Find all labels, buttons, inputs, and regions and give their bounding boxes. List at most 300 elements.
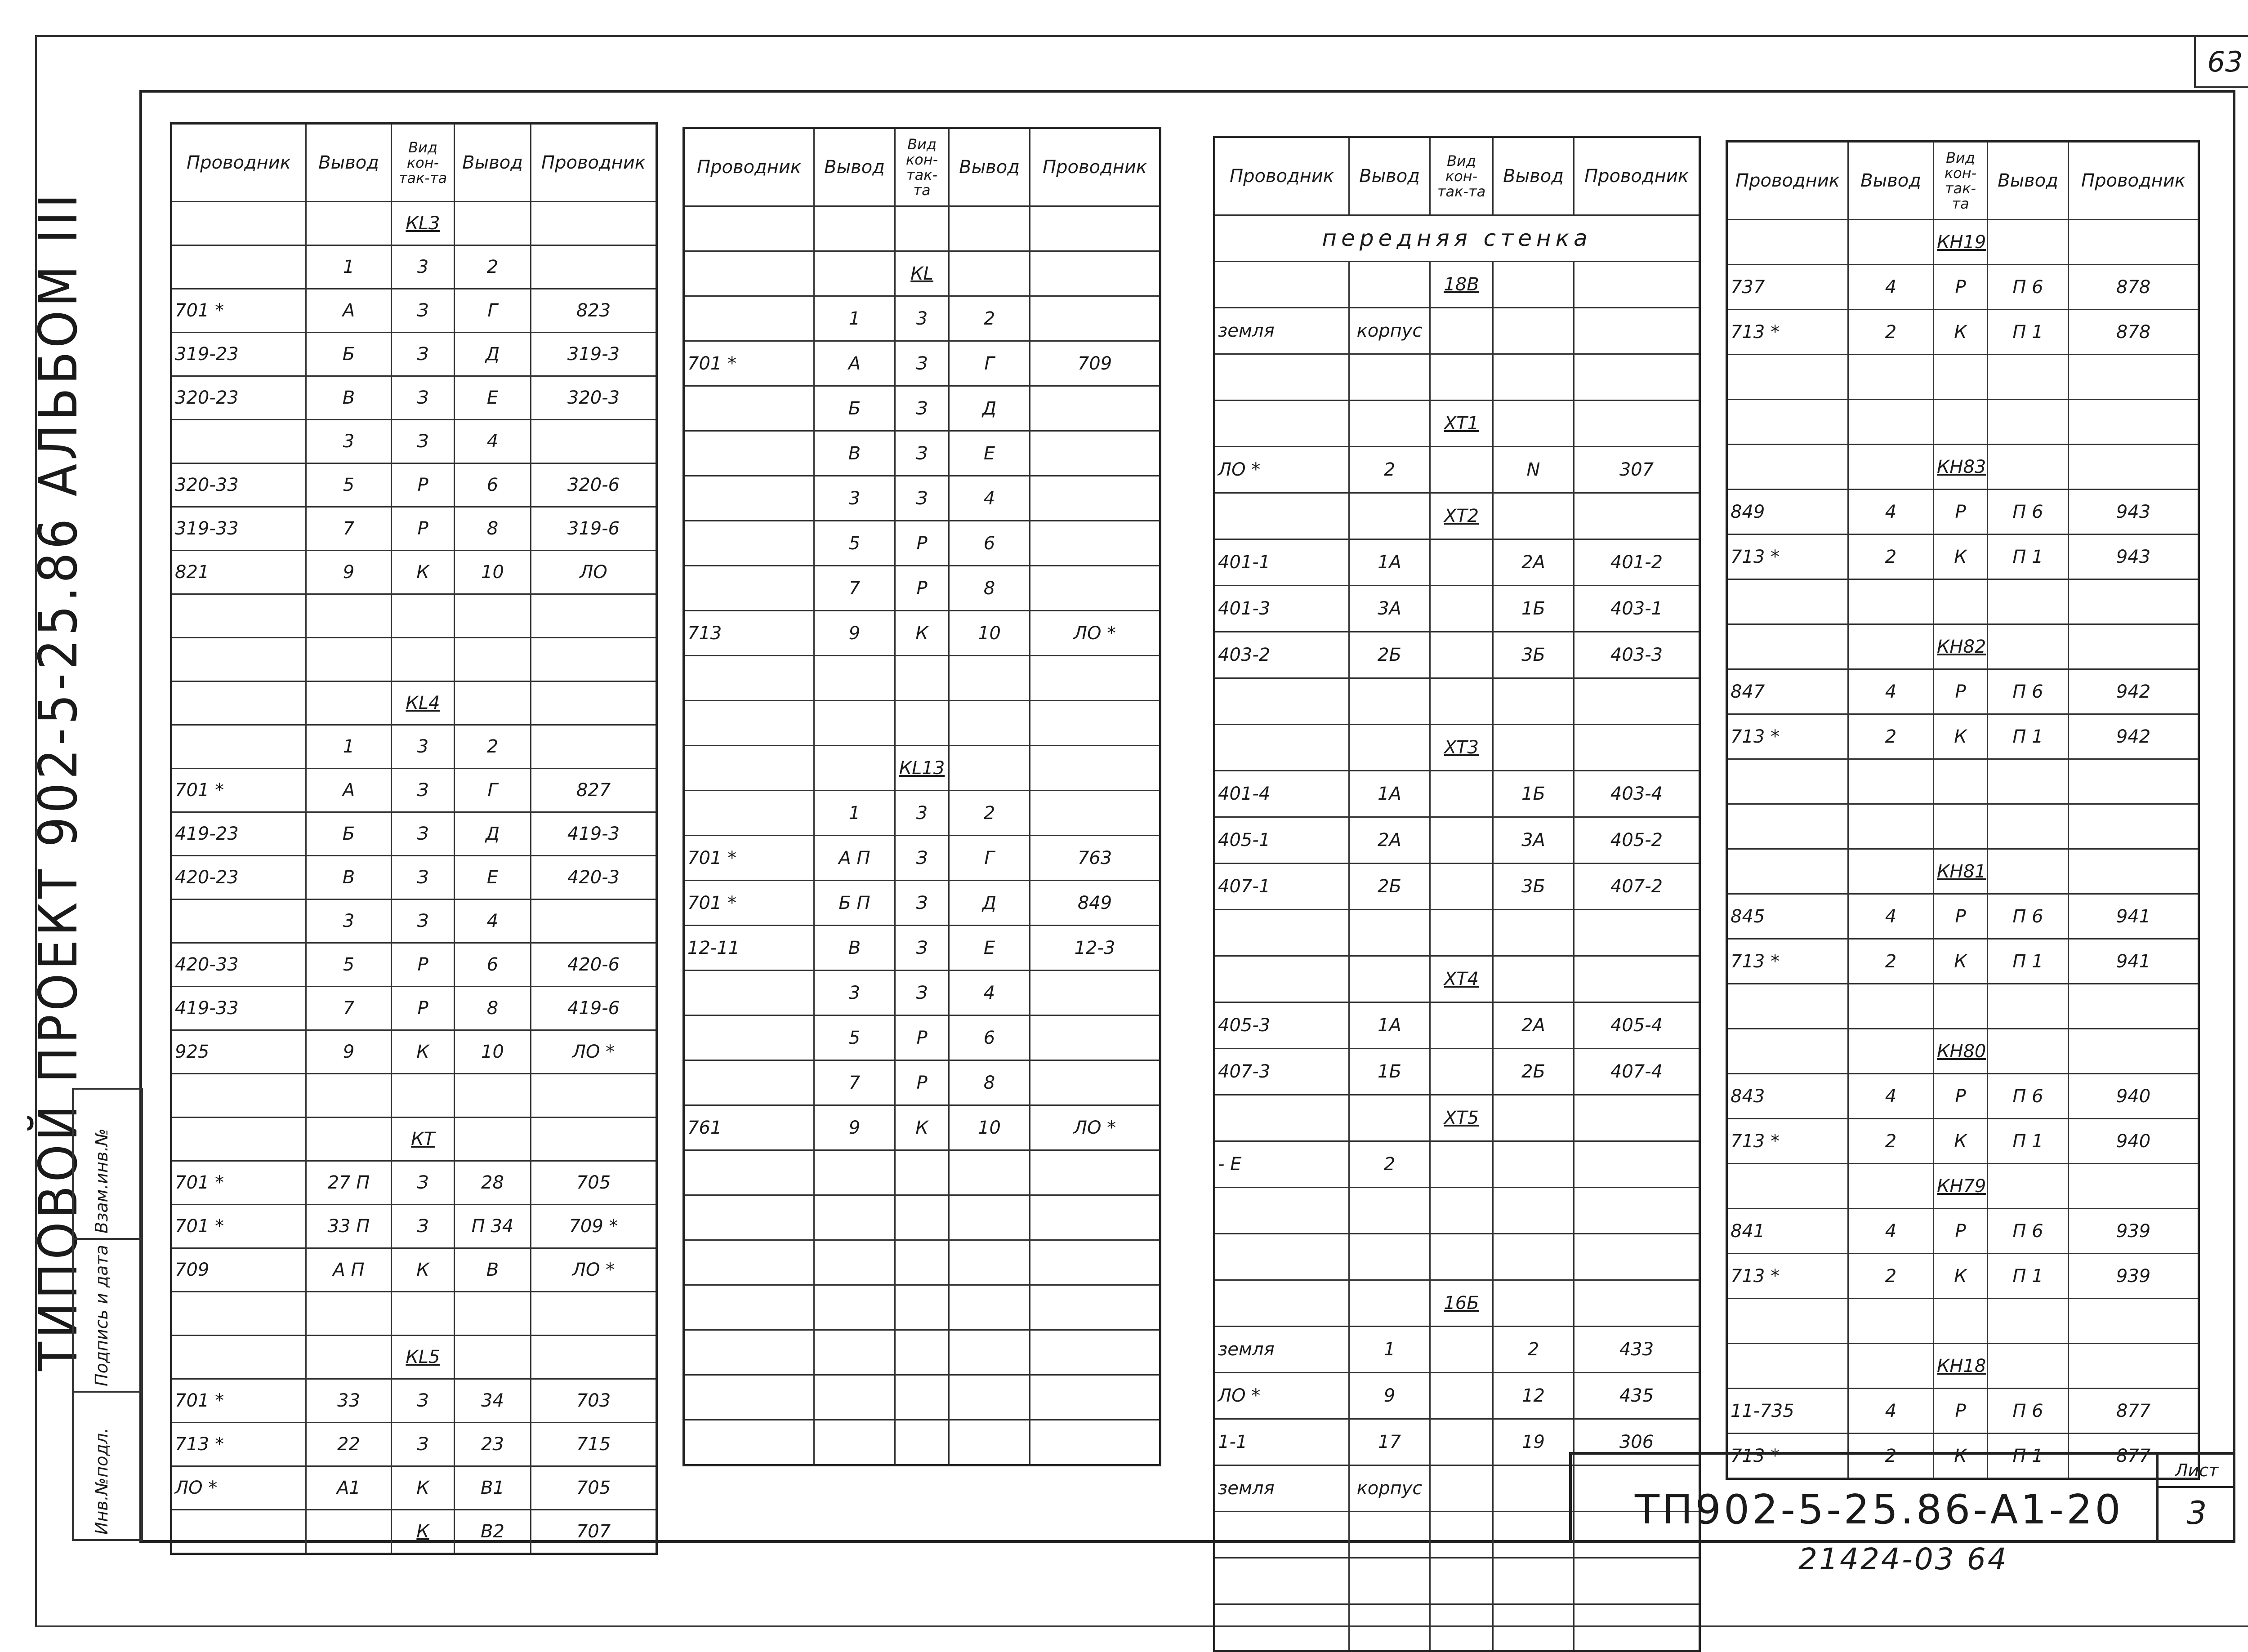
table-row [171,1074,657,1118]
table-cell: З [895,881,949,926]
table-cell: 403-3 [1574,632,1700,678]
table-cell: корпус [1349,1465,1430,1512]
table-cell: П 34 [455,1205,531,1248]
table-cell [1030,701,1160,746]
table-cell [171,1118,306,1161]
table-cell [1349,401,1430,447]
table-cell: 925 [171,1030,306,1074]
table-cell: Р [1934,894,1988,939]
table-cell: К [1934,714,1988,759]
table-cell: Р [1934,265,1988,310]
table-cell [1430,910,1493,956]
table-cell [1574,401,1700,447]
table-cell: 1Б [1493,586,1574,632]
table-cell: З [392,769,455,812]
table-cell: 28 [455,1161,531,1205]
table-cell [1430,632,1493,678]
table-cell [1493,401,1574,447]
table-row [684,881,1160,926]
table-cell: 10 [455,551,531,594]
table-cell [1030,971,1160,1015]
table-cell [2069,849,2199,894]
table-cell: 9 [814,1105,895,1150]
table-cell: 849 [1030,881,1160,926]
table-cell [949,1195,1030,1240]
table-row [1214,910,1700,956]
table-cell [1430,1512,1493,1558]
table-row [1214,678,1700,725]
table-cell [684,1150,814,1195]
table-row [1214,725,1700,771]
table-cell: 841 [1727,1209,1848,1254]
table-cell [1848,1299,1934,1344]
table-row [1727,1074,2199,1119]
table-cell: 2Б [1349,632,1430,678]
table-cell [171,420,306,463]
group-label: КН82 [1934,624,1988,669]
table-cell: 4 [1848,265,1934,310]
table-cell [531,245,657,289]
table-cell [895,1240,949,1285]
table-cell [1030,476,1160,521]
table-cell: 713 * [171,1423,306,1466]
table-cell: 943 [2069,490,2199,534]
table-cell [895,656,949,701]
title-block [1569,1452,2233,1540]
table-cell: 8 [949,566,1030,611]
column-header: Проводник [171,124,306,202]
table-cell [1493,1141,1574,1188]
table-cell [1727,1344,1848,1389]
table-cell [1430,1049,1493,1095]
table-cell: А [306,289,392,333]
table-cell [1030,1420,1160,1465]
table-cell [531,594,657,638]
table-cell: 5 [306,463,392,507]
header-row [684,128,1160,206]
table-cell [684,1285,814,1330]
table-cell [1214,1512,1349,1558]
table-cell: 27 П [306,1161,392,1205]
table-row [684,746,1160,791]
table-cell [455,202,531,245]
table-row [171,551,657,594]
table-row [1214,354,1700,401]
table-cell [684,1060,814,1105]
table-row [684,791,1160,836]
table-cell: К [392,1466,455,1510]
table-cell [1727,624,1848,669]
table-cell: Е [455,856,531,899]
table-cell [1574,1604,1700,1651]
table-cell [1430,817,1493,864]
sheet-label: Лист [2156,1455,2235,1488]
table-row [1214,539,1700,586]
table-cell: 3 [392,245,455,289]
table-row [171,594,657,638]
table-cell: 319-6 [531,507,657,551]
table-cell: 940 [2069,1119,2199,1164]
table-cell: 763 [1030,836,1160,881]
table-cell [2069,1299,2199,1344]
table-cell: 823 [531,289,657,333]
table-cell: З [895,386,949,431]
table-row [1727,265,2199,310]
group-label: КL5 [392,1336,455,1379]
table-cell [1727,984,1848,1029]
table-cell [1349,1280,1430,1327]
table-cell [1848,849,1934,894]
table-cell: 5 [306,943,392,987]
table-cell [392,1074,455,1118]
table-cell: 701 * [171,289,306,333]
table-cell [455,1074,531,1118]
table-cell [1988,445,2069,490]
table-cell [1934,355,1988,400]
table-cell [1349,354,1430,401]
table-cell: 1Б [1349,1049,1430,1095]
side-stamp [72,1088,143,1541]
table-cell: 2А [1493,539,1574,586]
table-cell: 8 [949,1060,1030,1105]
table-cell [1574,1095,1700,1141]
table-cell: 403-1 [1574,586,1700,632]
table-row [1214,1327,1700,1373]
table-cell: 2 [1848,534,1934,579]
table-cell: 320-33 [171,463,306,507]
table-cell [1030,521,1160,566]
table-cell [1727,579,1848,624]
table-cell [684,566,814,611]
table-row [1727,220,2199,265]
table-cell [684,1420,814,1465]
table-cell: 5 [814,1015,895,1060]
table-cell [1030,1330,1160,1375]
table-cell [949,251,1030,296]
table-cell [1430,1188,1493,1234]
table-cell: А1 [306,1466,392,1510]
table-row [1727,1254,2199,1299]
table-cell [306,594,392,638]
table-cell: 9 [1349,1373,1430,1419]
table-row [1214,262,1700,308]
table-cell: Р [1934,669,1988,714]
table-cell: З [392,1379,455,1423]
table-cell: 407-3 [1214,1049,1349,1095]
table-cell [814,251,895,296]
table-cell [1493,308,1574,354]
table-cell [392,594,455,638]
group-label: КL3 [392,202,455,245]
table-cell: 2 [1493,1327,1574,1373]
table-row [171,1118,657,1161]
table-cell: 4 [455,420,531,463]
table-cell: 405-3 [1214,1002,1349,1049]
table-row [684,656,1160,701]
table-cell: 319-3 [531,333,657,376]
table-cell: 4 [1848,894,1934,939]
table-cell [684,386,814,431]
table-cell: Е [455,376,531,420]
table-cell [306,1510,392,1554]
section-row [1214,215,1700,262]
table-cell [171,725,306,769]
table-cell: 843 [1727,1074,1848,1119]
table-cell [684,971,814,1015]
table-cell: 2 [1349,1141,1430,1188]
table-cell: П 6 [1988,1389,2069,1434]
table-cell [1030,251,1160,296]
table-cell [1988,804,2069,849]
table-cell: 877 [2069,1389,2199,1434]
table-cell [306,638,392,681]
group-label: ХТ2 [1430,493,1493,539]
table-cell: ЛО * [531,1030,657,1074]
table-cell [1848,579,1934,624]
table-cell [2069,579,2199,624]
table-cell [814,1240,895,1285]
table-cell: 4 [949,971,1030,1015]
table-cell [1214,1188,1349,1234]
table-cell [171,1292,306,1336]
column-header: Проводник [531,124,657,202]
table-row [1214,401,1700,447]
table-row [1727,939,2199,984]
table-row [1727,714,2199,759]
table-cell: 942 [2069,669,2199,714]
table-cell [1430,586,1493,632]
table-cell: П 1 [1988,1254,2069,1299]
table-cell: 701 * [171,769,306,812]
table-cell: 5 [814,521,895,566]
table-cell [1030,1240,1160,1285]
table-cell: Б П [814,881,895,926]
table-cell [1988,1299,2069,1344]
table-cell: 4 [1848,1389,1934,1434]
table-cell: 709 * [531,1205,657,1248]
column-header: Вывод [1349,137,1430,215]
table-cell: П 6 [1988,669,2069,714]
table-cell: Е [949,431,1030,476]
table-cell [1848,400,1934,445]
table-cell: З [895,926,949,971]
table-cell: 827 [531,769,657,812]
table-cell [2069,759,2199,804]
column-header: Вывод [455,124,531,202]
table-cell: 701 * [684,341,814,386]
table-cell: 2 [1848,1434,1934,1479]
table-cell [1493,725,1574,771]
table-cell [171,1510,306,1554]
table-cell: 10 [949,611,1030,656]
table-cell: 4 [1848,490,1934,534]
table-cell [1030,566,1160,611]
table-cell [814,206,895,251]
table-row [171,725,657,769]
table-cell: К [392,551,455,594]
table-cell: 420-23 [171,856,306,899]
table-cell: 3А [1493,817,1574,864]
table-cell [1574,678,1700,725]
table-cell: - Е [1214,1141,1349,1188]
vertical-title: ТИПОВОЙ ПРОЕКТ 902-5-25.86 АЛЬБОМ III [27,190,89,1371]
table-row [1214,1558,1700,1604]
table-cell: 1 [1349,1327,1430,1373]
table-row [171,1030,657,1074]
table-cell: 12-3 [1030,926,1160,971]
table-cell [1030,1150,1160,1195]
table-cell: 701 * [171,1161,306,1205]
table-row [684,971,1160,1015]
table-cell: П 1 [1988,534,2069,579]
table-cell: 6 [455,463,531,507]
table-cell: П 1 [1988,310,2069,355]
table-cell [1848,804,1934,849]
table-cell [949,1240,1030,1285]
table-cell [684,1375,814,1420]
table-cell [1430,1419,1493,1465]
table-row [171,420,657,463]
table-row [684,701,1160,746]
table-cell: Р [895,521,949,566]
table-cell [949,1150,1030,1195]
table-cell [814,1150,895,1195]
table-cell: В [306,376,392,420]
table-cell [306,681,392,725]
table-cell [895,1195,949,1240]
table-row [1214,447,1700,493]
table-cell: З [895,341,949,386]
table-cell: 709 [171,1248,306,1292]
table-cell: 403-4 [1574,771,1700,817]
table-cell: 319-23 [171,333,306,376]
table-cell [2069,445,2199,490]
table-cell: К [895,611,949,656]
table-row [1214,1604,1700,1651]
header-row [171,124,657,202]
table-cell: 3 [895,296,949,341]
table-cell [1848,445,1934,490]
table-cell [1574,1280,1700,1327]
table-cell: 12-11 [684,926,814,971]
group-label: ХТ1 [1430,401,1493,447]
table-cell: 405-4 [1574,1002,1700,1049]
table-cell: 419-33 [171,987,306,1030]
table-cell: 3 [306,899,392,943]
table-cell: 407-1 [1214,864,1349,910]
table-row [1727,310,2199,355]
table-cell: 2А [1349,817,1430,864]
column-header: Проводник [684,128,814,206]
table-cell: П 6 [1988,1209,2069,1254]
table-cell: 1А [1349,771,1430,817]
column-header: Проводник [1727,142,1848,220]
group-label: КН79 [1934,1164,1988,1209]
table-cell [1214,262,1349,308]
table-cell: 715 [531,1423,657,1466]
table-cell: Г [455,289,531,333]
table-cell: 709 [1030,341,1160,386]
table-row [171,1336,657,1379]
group-label: 18В [1430,262,1493,308]
table-cell: 847 [1727,669,1848,714]
table-cell [171,899,306,943]
group-label: КН19 [1934,220,1988,265]
table-row [1727,759,2199,804]
table-cell: 713 * [1727,1434,1848,1479]
column-header: Вывод [1988,142,2069,220]
table-row [1214,1095,1700,1141]
table-cell [1430,1002,1493,1049]
table-cell: 713 * [1727,534,1848,579]
table-cell: Р [895,1015,949,1060]
table-cell: 319-33 [171,507,306,551]
table-cell [171,594,306,638]
table-cell: 941 [2069,894,2199,939]
table-cell: 407-2 [1574,864,1700,910]
table-cell [1493,1465,1574,1512]
table-cell: К [1934,534,1988,579]
table-cell [1988,1164,2069,1209]
table-cell [895,1330,949,1375]
table-row [1214,1141,1700,1188]
table-cell [1493,956,1574,1002]
table-cell [684,251,814,296]
table-cell: 701 * [684,881,814,926]
table-row [1214,771,1700,817]
table-cell [1430,1465,1493,1512]
table-row [171,1423,657,1466]
table-cell: Р [392,463,455,507]
table-cell: З [392,899,455,943]
table-cell [1727,804,1848,849]
table-cell [531,1118,657,1161]
table-cell: Г [949,836,1030,881]
table-cell: земля [1214,1327,1349,1373]
table-cell: 4 [1848,1074,1934,1119]
table-cell [684,296,814,341]
column-header: Вид кон-так-та [895,128,949,206]
table-cell: Р [1934,490,1988,534]
table-cell: 420-33 [171,943,306,987]
table-cell [684,521,814,566]
table-cell: 33 П [306,1205,392,1248]
table-cell [1988,400,2069,445]
table-cell [895,206,949,251]
table-cell: 2 [949,296,1030,341]
table-cell: В [814,431,895,476]
table-cell: 22 [306,1423,392,1466]
stamp-replace: Взам.инв.№ [92,1128,112,1233]
table-cell [1848,624,1934,669]
table-cell [1988,1029,2069,1074]
table-cell [1574,910,1700,956]
table-cell [2069,984,2199,1029]
table-cell [814,656,895,701]
table-row [171,245,657,289]
group-label: 16Б [1430,1280,1493,1327]
table-cell [1493,354,1574,401]
table-row [1214,864,1700,910]
table-cell: К [392,1030,455,1074]
table-cell: 878 [2069,310,2199,355]
table-cell: П 6 [1988,894,2069,939]
table-cell [171,202,306,245]
table-cell: Р [895,1060,949,1105]
table-cell [1030,791,1160,836]
table-cell: 420-6 [531,943,657,987]
table-row [684,1105,1160,1150]
